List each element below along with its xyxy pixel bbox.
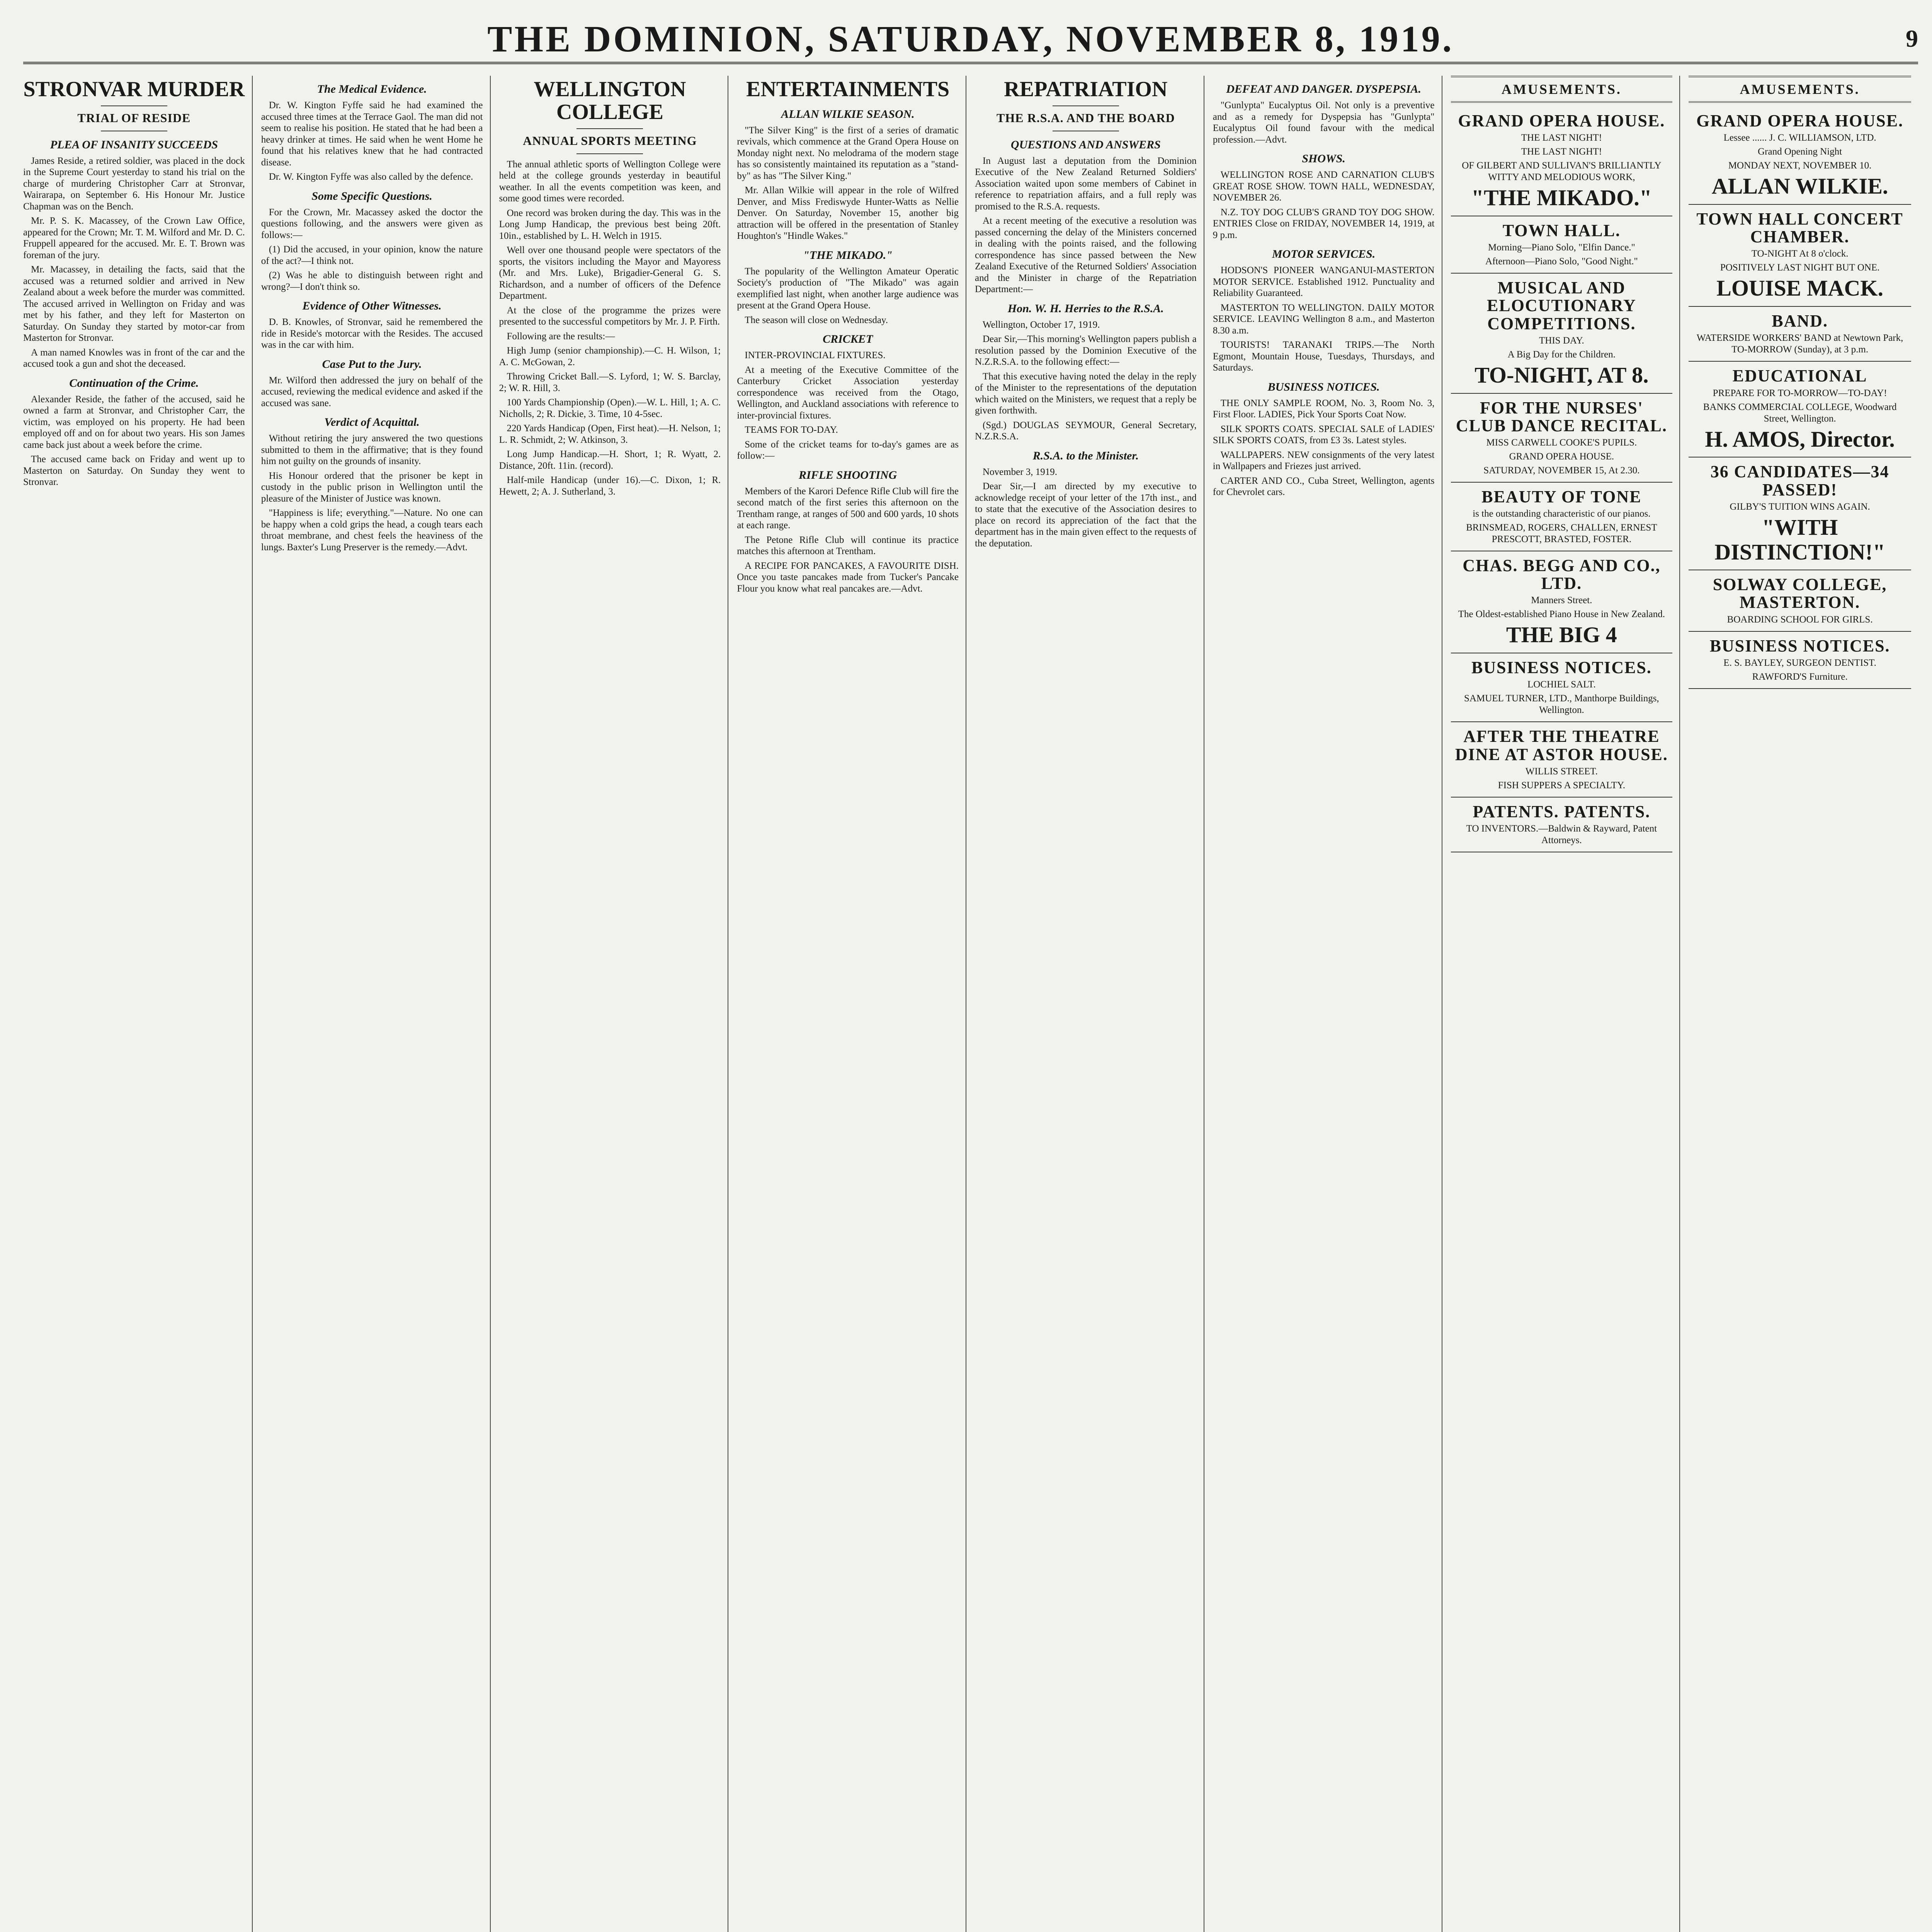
ad-line: WATERSIDE WORKERS' BAND at Newtown Park, TO-MORROW (Sunday), at 3 p.m.: [1696, 333, 1903, 355]
section-heading: RIFLE SHOOTING: [799, 468, 897, 481]
column-7: [1451, 76, 1680, 1932]
ad-line: FISH SUPPERS A SPECIALTY.: [1498, 780, 1626, 791]
column-3: [499, 76, 729, 1932]
advertisement: [1689, 307, 1911, 362]
page-number: 9: [1906, 25, 1918, 52]
column-heading: ENTERTAINMENTS: [746, 77, 950, 101]
article-paragraph: Throwing Cricket Ball.—S. Lyford, 1; W. S. Barclay, 2; W. R. Hill, 3.: [499, 371, 721, 393]
article-paragraph: 220 Yards Handicap (Open, First heat).—H. Nelson, 1; L. R. Schmidt, 2; W. Atkinson, 3.: [499, 423, 721, 445]
section-heading: Case Put to the Jury.: [322, 357, 422, 371]
article-paragraph: November 3, 1919.: [983, 466, 1058, 477]
ad-title: FOR THE NURSES' CLUB DANCE RECITAL.: [1456, 398, 1667, 435]
ad-line: A Big Day for the Children.: [1507, 349, 1616, 360]
ad-line: GILBY'S TUITION WINS AGAIN.: [1730, 501, 1870, 512]
ad-feature: ALLAN WILKIE.: [1711, 173, 1888, 199]
advertisement: [1689, 457, 1911, 570]
advertisement: [1689, 362, 1911, 457]
article-paragraph: Without retiring the jury answered the two questions submitted to them in the affirmative; that is they found him not guilty on the grounds of insanity.: [261, 433, 483, 466]
section-heading: SHOWS.: [1302, 152, 1345, 165]
article-paragraph: Mr. Macassey, in detailing the facts, said that the accused was a returned soldier and arrived in New Zealand about a week before the murder was committed. The accused arrived in Wellington on Friday and was met by his father, and they left for Masterton on Saturday. On Sunday they started by motor-car from Masterton for Stronvar.: [23, 264, 245, 344]
article-paragraph: Dr. W. Kington Fyffe was also called by the defence.: [269, 172, 473, 182]
ad-line: BRINSMEAD, ROGERS, CHALLEN, ERNEST PRESCOTT, BRASTED, FOSTER.: [1466, 522, 1657, 545]
article-paragraph: A RECIPE FOR PANCAKES, A FAVOURITE DISH. Once you taste pancakes made from Tucker's Pancake Flour you know what real pancakes are.—Advt.: [737, 560, 959, 594]
ad-line: THE LAST NIGHT!: [1521, 146, 1602, 157]
ad-line: MONDAY NEXT, NOVEMBER 10.: [1728, 160, 1872, 171]
advertisement: [1451, 798, 1673, 852]
ad-title: BUSINESS NOTICES.: [1709, 636, 1890, 655]
ad-line: E. S. BAYLEY, SURGEON DENTIST.: [1723, 657, 1876, 668]
article-paragraph: The annual athletic sports of Wellington College were held at the college grounds yesterday in beautiful weather. In all the events competition was keen, and some good times were recorded.: [499, 159, 721, 204]
article-paragraph: WELLINGTON ROSE AND CARNATION CLUB'S GREAT ROSE SHOW. TOWN HALL, WEDNESDAY, NOVEMBER 26.: [1213, 170, 1435, 203]
advertisement: [1689, 205, 1911, 307]
article-paragraph: Dear Sir,—This morning's Wellington papers publish a resolution passed by the Dominion Executive of the N.Z.R.S.A. to the following effect:—: [975, 334, 1197, 367]
section-heading: DEFEAT AND DANGER. DYSPEPSIA.: [1226, 83, 1422, 95]
ad-title: TOWN HALL CONCERT CHAMBER.: [1696, 209, 1903, 247]
ad-line: MISS CARWELL COOKE'S PUPILS.: [1486, 437, 1637, 448]
column-subheading: ANNUAL SPORTS MEETING: [523, 133, 697, 148]
masthead-title: THE DOMINION, SATURDAY, NOVEMBER 8, 1919.: [487, 18, 1454, 60]
ad-line: POSITIVELY LAST NIGHT BUT ONE.: [1720, 262, 1880, 273]
ad-title: PATENTS. PATENTS.: [1473, 802, 1651, 821]
column-heading: STRONVAR MURDER: [23, 77, 245, 101]
heading-rule: [577, 153, 643, 154]
article-paragraph: N.Z. TOY DOG CLUB'S GRAND TOY DOG SHOW. ENTRIES Close on FRIDAY, NOVEMBER 14, 1919, at 9 p.m.: [1213, 207, 1435, 240]
article-paragraph: TOURISTS! TARANAKI TRIPS.—The North Egmont, Mountain House, Tuesdays, Thursdays, and Saturdays.: [1213, 340, 1435, 373]
ad-title: MUSICAL AND ELOCUTIONARY COMPETITIONS.: [1487, 278, 1636, 333]
section-heading: Some Specific Questions.: [311, 189, 432, 202]
article-paragraph: HODSON'S PIONEER WANGANUI-MASTERTON MOTOR SERVICE. Established 1912. Punctuality and Reliability Guaranteed.: [1213, 265, 1435, 298]
section-heading: R.S.A. to the Minister.: [1032, 449, 1139, 462]
ad-line: Morning—Piano Solo, "Elfin Dance.": [1488, 242, 1635, 253]
ad-title: SOLWAY COLLEGE, MASTERTON.: [1713, 575, 1887, 612]
ad-line: THE LAST NIGHT!: [1521, 133, 1602, 143]
article-paragraph: His Honour ordered that the prisoner be kept in custody in the public prison in Wellington until the pleasure of the Minister of Justice was known.: [261, 470, 483, 504]
ad-line: BOARDING SCHOOL FOR GIRLS.: [1727, 614, 1873, 625]
ad-line: Manners Street.: [1531, 595, 1592, 606]
article-paragraph: CARTER AND CO., Cuba Street, Wellington, agents for Chevrolet cars.: [1213, 475, 1435, 497]
article-paragraph: Following are the results:—: [507, 331, 615, 342]
article-paragraph: "Happiness is life; everything."—Nature. No one can be happy when a cold grips the head, a cough tears each throat membrane, and chest feels the heaviness of the lungs. Baxter's Lung Preserver is the remedy.—Advt.: [261, 508, 483, 553]
section-heading: QUESTIONS AND ANSWERS: [1010, 138, 1161, 151]
article-paragraph: That this executive having noted the delay in the reply of the Minister to the representations of the deputation which waited on the Ministers, we request that a reply be given forthwith.: [975, 371, 1197, 416]
article-paragraph: (2) Was he able to distinguish between right and wrong?—I don't think so.: [261, 270, 483, 292]
ad-title: EDUCATIONAL: [1732, 366, 1867, 386]
ad-title: BUSINESS NOTICES.: [1471, 658, 1652, 677]
column-heading: REPATRIATION: [1004, 77, 1168, 101]
article-paragraph: The popularity of the Wellington Amateur Operatic Society's production of "The Mikado" was again exemplified last night, when another large audience was present at the Grand Opera House.: [737, 266, 959, 311]
ad-line: RAWFORD'S Furniture.: [1752, 671, 1848, 682]
article-paragraph: 100 Yards Championship (Open).—W. L. Hill, 1; A. C. Nicholls, 2; R. Dickie, 3. Time, 10 4-5sec.: [499, 397, 721, 419]
ad-line: OF GILBERT AND SULLIVAN'S BRILLIANTLY WITTY AND MELODIOUS WORK,: [1462, 160, 1662, 183]
ad-title: BEAUTY OF TONE: [1481, 487, 1642, 506]
column-6: [1213, 76, 1442, 1932]
heading-rule: [577, 128, 643, 129]
column-subheading: TRIAL OF RESIDE: [77, 111, 191, 125]
ad-line: Afternoon—Piano Solo, "Good Night.": [1485, 256, 1638, 267]
article-paragraph: (1) Did the accused, in your opinion, know the nature of the act?—I think not.: [261, 244, 483, 266]
column-5: [975, 76, 1204, 1932]
article-paragraph: The accused came back on Friday and went up to Masterton on Saturday. On Sunday they went to Stronvar.: [23, 454, 245, 488]
column-1: [23, 76, 253, 1932]
section-heading: PLEA OF INSANITY SUCCEEDS: [50, 138, 218, 151]
article-paragraph: The season will close on Wednesday.: [745, 315, 888, 325]
advertisement: [1451, 107, 1673, 216]
article-paragraph: Well over one thousand people were spectators of the sports, the visitors including the Mayor and Mayoress (Mr. and Mrs. Luke), Brigadier-General G. S. Richardson, and a number of officers of the Defence Department.: [499, 245, 721, 301]
article-paragraph: Half-mile Handicap (under 16).—C. Dixon, 1; R. Hewett, 2; A. J. Sutherland, 3.: [499, 475, 721, 497]
article-paragraph: At the close of the programme the prizes were presented to the successful competitors by Mr. J. P. Firth.: [499, 305, 721, 327]
article-paragraph: James Reside, a retired soldier, was placed in the dock in the Supreme Court yesterday to stand his trial on the charge of murdering Christopher Carr at Stronvar, Wairarapa, on September 6. His Honour Mr. Justice Chapman was on the Bench.: [23, 155, 245, 212]
column-heading: WELLINGTON COLLEGE: [534, 77, 686, 124]
article-paragraph: THE ONLY SAMPLE ROOM, No. 3, Room No. 3, First Floor. LADIES, Pick Your Sports Coat Now.: [1213, 398, 1435, 420]
advertisement: [1451, 551, 1673, 653]
advertisement: [1451, 216, 1673, 274]
columns-container: [23, 76, 1918, 1932]
ad-line: LOCHIEL SALT.: [1527, 679, 1596, 690]
heading-rule: [1053, 105, 1119, 106]
ad-line: PREPARE FOR TO-MORROW—TO-DAY!: [1713, 388, 1887, 398]
article-paragraph: Long Jump Handicap.—H. Short, 1; R. Wyatt, 2. Distance, 20ft. 11in. (record).: [499, 449, 721, 471]
article-paragraph: D. B. Knowles, of Stronvar, said he remembered the ride in Reside's motorcar with the Resides. The accused was in the car with him.: [261, 317, 483, 350]
ad-title: AFTER THE THEATRE DINE AT ASTOR HOUSE.: [1455, 727, 1668, 764]
masthead: [23, 15, 1918, 64]
article-paragraph: A man named Knowles was in front of the car and the accused took a gun and shot the deceased.: [23, 347, 245, 369]
section-heading: Hon. W. H. Herries to the R.S.A.: [1007, 302, 1164, 315]
article-paragraph: Mr. P. S. K. Macassey, of the Crown Law Office, appeared for the Crown; Mr. T. M. Wilford and Mr. D. C. Fruppell appeared for the accused. Mr. E. T. Brown was foreman of the jury.: [23, 216, 245, 260]
article-paragraph: "The Silver King" is the first of a series of dramatic revivals, which commence at the Grand Opera House on Monday night next. No melodrama of the modern stage has so consistently maintained its reputation as a "stand-by" as has "The Silver King.": [737, 125, 959, 181]
section-heading: MOTOR SERVICES.: [1272, 248, 1376, 260]
ad-line: SAMUEL TURNER, LTD., Manthorpe Buildings, Wellington.: [1464, 693, 1659, 716]
article-paragraph: (Sgd.) DOUGLAS SEYMOUR, General Secretary, N.Z.R.S.A.: [975, 420, 1197, 442]
article-paragraph: Dear Sir,—I am directed by my executive to acknowledge receipt of your letter of the 17th inst., and to state that the executive of the Association desires to place on record its appreciation of the fact that the department has in the main given effect to the requests of the deputation.: [975, 481, 1197, 549]
ad-line: TO-NIGHT At 8 o'clock.: [1751, 248, 1849, 259]
advertisement: [1689, 107, 1911, 205]
article-paragraph: For the Crown, Mr. Macassey asked the doctor the questions following, and the answers were given as follows:—: [261, 207, 483, 240]
section-heading: ALLAN WILKIE SEASON.: [781, 107, 915, 121]
ad-line: GRAND OPERA HOUSE.: [1509, 451, 1614, 462]
section-heading: "THE MIKADO.": [803, 248, 893, 262]
article-paragraph: Dr. W. Kington Fyffe said he had examined the accused three times at the Terrace Gaol. The man did not seem to realise his position. He stated that he had been a heavy drinker at times. He said when he went Home he found that his relatives knew that he had contracted disease.: [261, 100, 483, 168]
article-paragraph: High Jump (senior championship).—C. H. Wilson, 1; A. C. McGowan, 2.: [499, 345, 721, 367]
article-paragraph: TEAMS FOR TO-DAY.: [745, 425, 838, 435]
ad-feature: "WITH DISTINCTION!": [1714, 514, 1885, 565]
article-paragraph: SILK SPORTS COATS. SPECIAL SALE of LADIES' SILK SPORTS COATS, from £3 3s. Latest styles.: [1213, 423, 1435, 446]
ad-feature: H. AMOS, Director.: [1705, 426, 1895, 452]
ad-feature: THE BIG 4: [1506, 622, 1617, 648]
ad-title: BAND.: [1772, 311, 1828, 331]
article-paragraph: At a meeting of the Executive Committee of the Canterbury Cricket Association yesterday correspondence was received from the Otago, Wellington, and Auckland associations with reference to inter-provincial fixtures.: [737, 364, 959, 421]
ad-line: TO INVENTORS.—Baldwin & Rayward, Patent Attorneys.: [1466, 823, 1657, 846]
article-paragraph: Members of the Karori Defence Rifle Club will fire the second match of the first series this afternoon on the Trentham range, at ranges of 500 and 600 yards, 10 shots at each range.: [737, 486, 959, 531]
ad-line: SATURDAY, NOVEMBER 15, At 2.30.: [1483, 465, 1640, 476]
ad-line: BANKS COMMERCIAL COLLEGE, Woodward Street, Wellington.: [1703, 401, 1897, 424]
ad-title: 36 CANDIDATES—34 PASSED!: [1710, 462, 1889, 499]
section-heading: The Medical Evidence.: [317, 83, 427, 95]
section-heading: Evidence of Other Witnesses.: [302, 299, 442, 312]
advertisement: [1451, 274, 1673, 393]
ad-title: TOWN HALL.: [1502, 221, 1621, 240]
article-paragraph: Mr. Wilford then addressed the jury on behalf of the accused, reviewing the medical evidence and asked if the accused was sane.: [261, 375, 483, 408]
article-paragraph: At a recent meeting of the executive a resolution was passed concerning the delay of the Ministers concerned in dealing with the points raised, and the following correspondence has since passed between the New Zealand Executive of the Returned Soldiers' Association and the Minister in charge of the Repatriation Department:—: [975, 216, 1197, 295]
article-paragraph: "Gunlypta" Eucalyptus Oil. Not only is a preventive and as a remedy for Dyspepsia has "Gunlypta" Eucalyptus Oil found favour with the medical profession.—Advt.: [1213, 100, 1435, 145]
ad-feature: LOUISE MACK.: [1716, 276, 1884, 301]
ad-line: Lessee ...... J. C. WILLIAMSON, LTD.: [1723, 133, 1876, 143]
column-subheading: THE R.S.A. AND THE BOARD: [997, 111, 1175, 125]
ad-line: THIS DAY.: [1539, 335, 1584, 346]
advertisement: [1451, 483, 1673, 551]
ad-title: GRAND OPERA HOUSE.: [1458, 111, 1665, 130]
advertisement: [1689, 570, 1911, 631]
advertisement: [1451, 653, 1673, 722]
article-paragraph: In August last a deputation from the Dominion Executive of the New Zealand Returned Soldiers' Association waited upon some members of Cabinet in reference to repatriation affairs, and a full reply was promised to the R.S.A. requests.: [975, 155, 1197, 212]
article-paragraph: Some of the cricket teams for to-day's games are as follow:—: [737, 439, 959, 461]
advertisement: [1451, 722, 1673, 797]
article-paragraph: Mr. Allan Wilkie will appear in the role of Wilfred Denver, and Miss Frediswyde Hunter-Watts as Nellie Denver. On Saturday, November 15, another big attraction will be offered in the presentation of Stanley Houghton's "Hindle Wakes.": [737, 185, 959, 242]
column-8: [1689, 76, 1918, 1932]
ad-feature: TO-NIGHT, AT 8.: [1475, 362, 1649, 388]
advertisement: [1451, 394, 1673, 483]
ad-feature: "THE MIKADO.": [1471, 185, 1652, 211]
article-paragraph: MASTERTON TO WELLINGTON. DAILY MOTOR SERVICE. LEAVING Wellington 8 a.m., and Masterton 8.30 a.m.: [1213, 302, 1435, 336]
ad-line: The Oldest-established Piano House in New Zealand.: [1458, 609, 1665, 620]
advertisement: [1689, 632, 1911, 689]
article-paragraph: INTER-PROVINCIAL FIXTURES.: [745, 350, 886, 361]
ad-title: CHAS. BEGG AND CO., LTD.: [1463, 556, 1661, 593]
column-2: [261, 76, 491, 1932]
column-heading: AMUSEMENTS.: [1689, 76, 1911, 103]
article-paragraph: WALLPAPERS. NEW consignments of the very latest in Wallpapers and Friezes just arrived.: [1213, 449, 1435, 471]
article-paragraph: Alexander Reside, the father of the accused, said he owned a farm at Stronvar, and Christopher Carr, the victim, was employed on his property. He had been employed off and on for about two years. His son James came back just about a week before the crime.: [23, 394, 245, 450]
heading-rule: [101, 105, 167, 106]
section-heading: CRICKET: [823, 333, 873, 346]
ad-line: is the outstanding characteristic of our pianos.: [1473, 509, 1651, 519]
article-paragraph: The Petone Rifle Club will continue its practice matches this afternoon at Trentham.: [737, 534, 959, 557]
ad-line: Grand Opening Night: [1758, 146, 1842, 157]
ad-line: WILLIS STREET.: [1525, 766, 1598, 777]
ad-title: GRAND OPERA HOUSE.: [1696, 111, 1904, 130]
section-heading: BUSINESS NOTICES.: [1267, 380, 1380, 393]
section-heading: Continuation of the Crime.: [69, 376, 199, 389]
section-heading: Verdict of Acquittal.: [324, 416, 420, 429]
article-paragraph: One record was broken during the day. This was in the Long Jump Handicap, the previous best being 20ft. 10in., established by L. H. Welch in 1915.: [499, 207, 721, 241]
article-paragraph: Wellington, October 17, 1919.: [983, 319, 1100, 330]
column-4: [737, 76, 966, 1932]
column-heading: AMUSEMENTS.: [1451, 76, 1673, 103]
